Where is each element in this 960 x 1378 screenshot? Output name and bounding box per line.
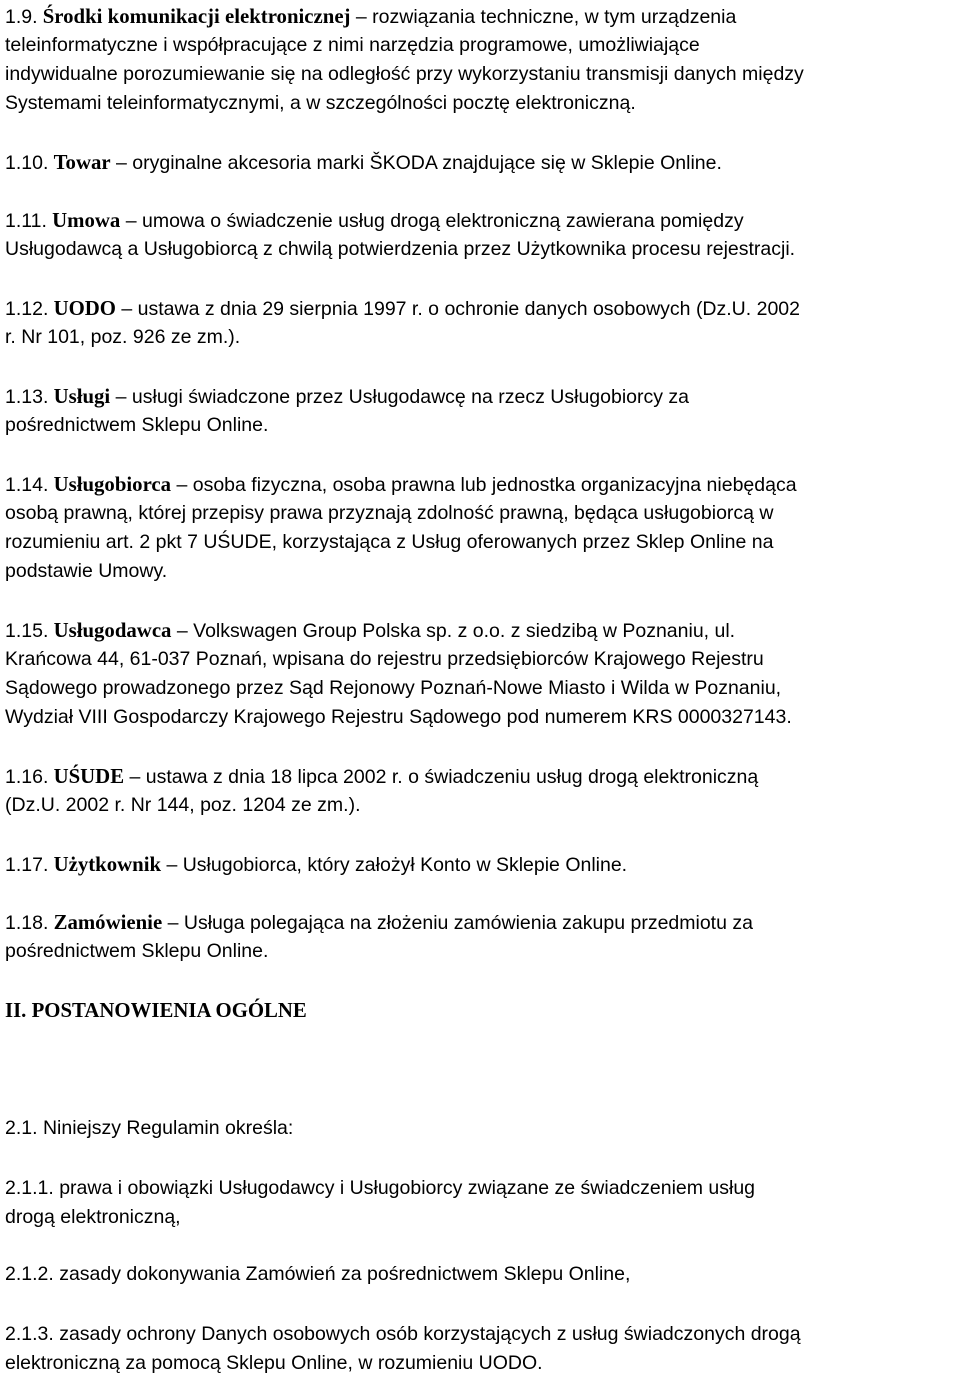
definition-1-11 — [5, 206, 950, 264]
definition-text: – usługi świadczone przez Usługodawcę na rzecz Usługobiorcy za — [110, 386, 690, 408]
definition-text: osobą prawną, której przepisy prawa przyznają zdolność prawną, będąca usługobiorcą w — [5, 502, 774, 524]
definition-1-10 — [5, 148, 950, 177]
definition-text: (Dz.U. 2002 r. Nr 144, poz. 1204 ze zm.). — [5, 794, 361, 816]
definition-text: teleinformatyczne i współpracujące z nimi narzędzia programowe, umożliwiające — [5, 34, 700, 56]
definition-1-16 — [5, 762, 950, 820]
definition-text: pośrednictwem Sklepu Online. — [5, 940, 269, 962]
provision-text: 2.1. Niniejszy Regulamin określa: — [5, 1117, 294, 1139]
definition-number: 1.12. — [5, 298, 49, 320]
definition-term: Zamówienie — [53, 911, 163, 934]
definition-number: 1.16. — [5, 766, 49, 788]
definition-term: Usługobiorca — [53, 473, 172, 496]
provision-text: 2.1.3. zasady ochrony Danych osobowych osób korzystających z usług świadczonych drogą — [5, 1323, 801, 1345]
definition-term: Użytkownik — [53, 853, 162, 876]
provision-text: 2.1.2. zasady dokonywania Zamówień za pośrednictwem Sklepu Online, — [5, 1263, 631, 1285]
definition-text: rozumieniu art. 2 pkt 7 UŚUDE, korzystająca z Usług oferowanych przez Sklep Online na — [5, 531, 774, 553]
definition-text: – rozwiązania techniczne, w tym urządzenia — [350, 6, 737, 28]
definition-term: UŚUDE — [53, 765, 125, 788]
definition-number: 1.14. — [5, 474, 49, 496]
definition-1-12 — [5, 294, 950, 352]
definition-number: 1.13. — [5, 386, 49, 408]
definition-text: Sądowego prowadzonego przez Sąd Rejonowy Poznań-Nowe Miasto i Wilda w Poznaniu, — [5, 677, 782, 699]
definition-text: – Usługa polegająca na złożeniu zamówienia zakupu przedmiotu za — [162, 912, 753, 934]
definition-text: Wydział VIII Gospodarczy Krajowego Rejestru Sądowego pod numerem KRS 0000327143. — [5, 706, 792, 728]
definition-text: Usługodawcą a Usługobiorcą z chwilą potwierdzenia przez Użytkownika procesu rejestracji. — [5, 238, 796, 260]
provision-2-1-3 — [5, 1320, 950, 1378]
definition-1-13 — [5, 382, 950, 440]
definition-text: r. Nr 101, poz. 926 ze zm.). — [5, 326, 241, 348]
definition-number: 1.18. — [5, 912, 49, 934]
definition-1-15 — [5, 616, 950, 732]
definition-1-9 — [5, 2, 950, 118]
provision-text: 2.1.1. prawa i obowiązki Usługodawcy i Usługobiorcy związane ze świadczeniem usług — [5, 1177, 756, 1199]
definition-number: 1.10. — [5, 152, 49, 174]
provision-2-1-2 — [5, 1260, 950, 1289]
definition-number: 1.9. — [5, 6, 38, 28]
definition-text: – umowa o świadczenie usług drogą elektroniczną zawierana pomiędzy — [120, 210, 744, 232]
provision-2-1 — [5, 1114, 950, 1143]
definition-text: – ustawa z dnia 29 sierpnia 1997 r. o ochronie danych osobowych (Dz.U. 2002 — [115, 298, 800, 320]
definition-number: 1.15. — [5, 620, 49, 642]
definition-text: pośrednictwem Sklepu Online. — [5, 414, 269, 436]
definition-text: Krańcowa 44, 61-037 Poznań, wpisana do rejestru przedsiębiorców Krajowego Rejestru — [5, 648, 764, 670]
definition-text: indywidualne porozumiewanie się na odległość przy wykorzystaniu transmisji danych między — [5, 63, 804, 85]
definition-term: UODO — [53, 297, 116, 320]
provision-2-1-1 — [5, 1174, 950, 1232]
definition-term: Usługi — [53, 385, 111, 408]
provision-text: elektroniczną za pomocą Sklepu Online, w rozumieniu UODO. — [5, 1352, 543, 1374]
definition-text: – ustawa z dnia 18 lipca 2002 r. o świadczeniu usług drogą elektroniczną — [124, 766, 759, 788]
provision-text: drogą elektroniczną, — [5, 1206, 181, 1228]
definition-term: Towar — [53, 151, 111, 174]
definition-text: – oryginalne akcesoria marki ŠKODA znajdujące się w Sklepie Online. — [110, 152, 722, 174]
definition-text: – Volkswagen Group Polska sp. z o.o. z siedzibą w Poznaniu, ul. — [171, 620, 736, 642]
definition-text: Systemami teleinformatycznymi, a w szczególności pocztę elektroniczną. — [5, 92, 636, 114]
section-heading-text: II. POSTANOWIENIA OGÓLNE — [5, 999, 307, 1022]
definition-term: Usługodawca — [53, 619, 172, 642]
definition-1-18 — [5, 908, 950, 966]
section-heading — [5, 996, 950, 1025]
definition-1-17 — [5, 850, 950, 879]
definition-number: 1.11. — [5, 210, 47, 232]
definition-text: podstawie Umowy. — [5, 560, 168, 582]
definition-text: – osoba fizyczna, osoba prawna lub jednostka organizacyjna niebędąca — [171, 474, 797, 496]
definition-text: – Usługobiorca, który założył Konto w Sklepie Online. — [161, 854, 628, 876]
definition-term: Środki komunikacji elektronicznej — [42, 5, 351, 28]
definition-number: 1.17. — [5, 854, 49, 876]
definition-term: Umowa — [52, 209, 121, 232]
definition-1-14 — [5, 470, 950, 586]
